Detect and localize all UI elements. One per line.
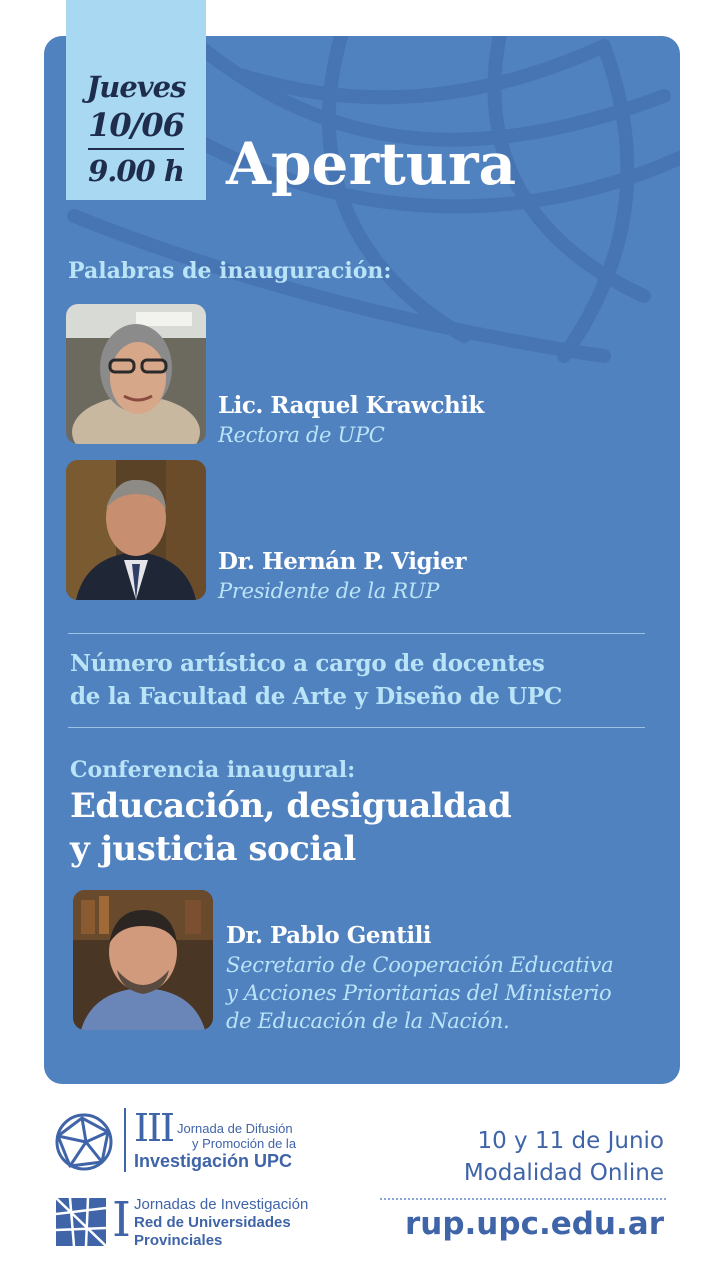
logo2-line-3: Provinciales — [134, 1232, 223, 1249]
speaker-role-line-3: de Educación de la Nación. — [226, 1009, 510, 1033]
date-divider — [88, 148, 184, 150]
logo2-line-2: Red de Universidades — [134, 1214, 291, 1231]
logo1-line-3: Investigación UPC — [134, 1151, 293, 1171]
event-dates: 10 y 11 de Junio — [477, 1128, 664, 1154]
artistic-line-2: de la Facultad de Arte y Diseño de UPC — [70, 683, 563, 710]
speaker-role-krawchik: Rectora de UPC — [218, 423, 385, 447]
speaker-role-line-2: y Acciones Prioritarias del Ministerio — [226, 981, 612, 1005]
logo-numeral-iii: III — [134, 1106, 174, 1150]
speaker-name-vigier: Dr. Hernán P. Vigier — [218, 548, 467, 575]
speaker-role-vigier: Presidente de la RUP — [218, 579, 440, 603]
artistic-line-1: Número artístico a cargo de docentes — [70, 650, 545, 677]
logo1-line-1: Jornada de Difusión — [177, 1121, 293, 1136]
section-divider — [68, 727, 645, 728]
section-divider — [68, 633, 645, 634]
page-title: Apertura — [226, 130, 517, 198]
speaker-name-gentili: Dr. Pablo Gentili — [226, 922, 432, 949]
speaker-name-krawchik: Lic. Raquel Krawchik — [218, 392, 484, 419]
conference-title-line-2: y justicia social — [70, 829, 356, 869]
logo2-line-1: Jornadas de Investigación — [134, 1196, 309, 1213]
logo-divider — [124, 1108, 126, 1172]
conference-title-line-1: Educación, desigualdad — [70, 786, 512, 826]
speaker-photo-vigier — [66, 460, 206, 600]
globe-logo-icon — [52, 1112, 116, 1172]
date-badge — [66, 0, 206, 200]
logo-numeral-i: I — [112, 1192, 131, 1248]
conference-label: Conferencia inaugural: — [70, 757, 356, 783]
event-modality: Modalidad Online — [463, 1160, 664, 1186]
website-link[interactable]: rup.upc.edu.ar — [404, 1206, 664, 1242]
speaker-photo-krawchik — [66, 304, 206, 444]
footer-dotted-divider — [380, 1198, 666, 1200]
event-time: 9.00 h — [88, 154, 184, 188]
speaker-role-line-1: Secretario de Cooperación Educativa — [226, 953, 614, 977]
rup-logo-icon — [56, 1198, 106, 1246]
event-day: Jueves — [86, 70, 186, 104]
event-date: 10/06 — [88, 106, 184, 144]
speaker-photo-gentili — [73, 890, 213, 1030]
logo1-line-2: y Promoción de la — [192, 1136, 297, 1151]
opening-label: Palabras de inauguración: — [68, 258, 392, 284]
